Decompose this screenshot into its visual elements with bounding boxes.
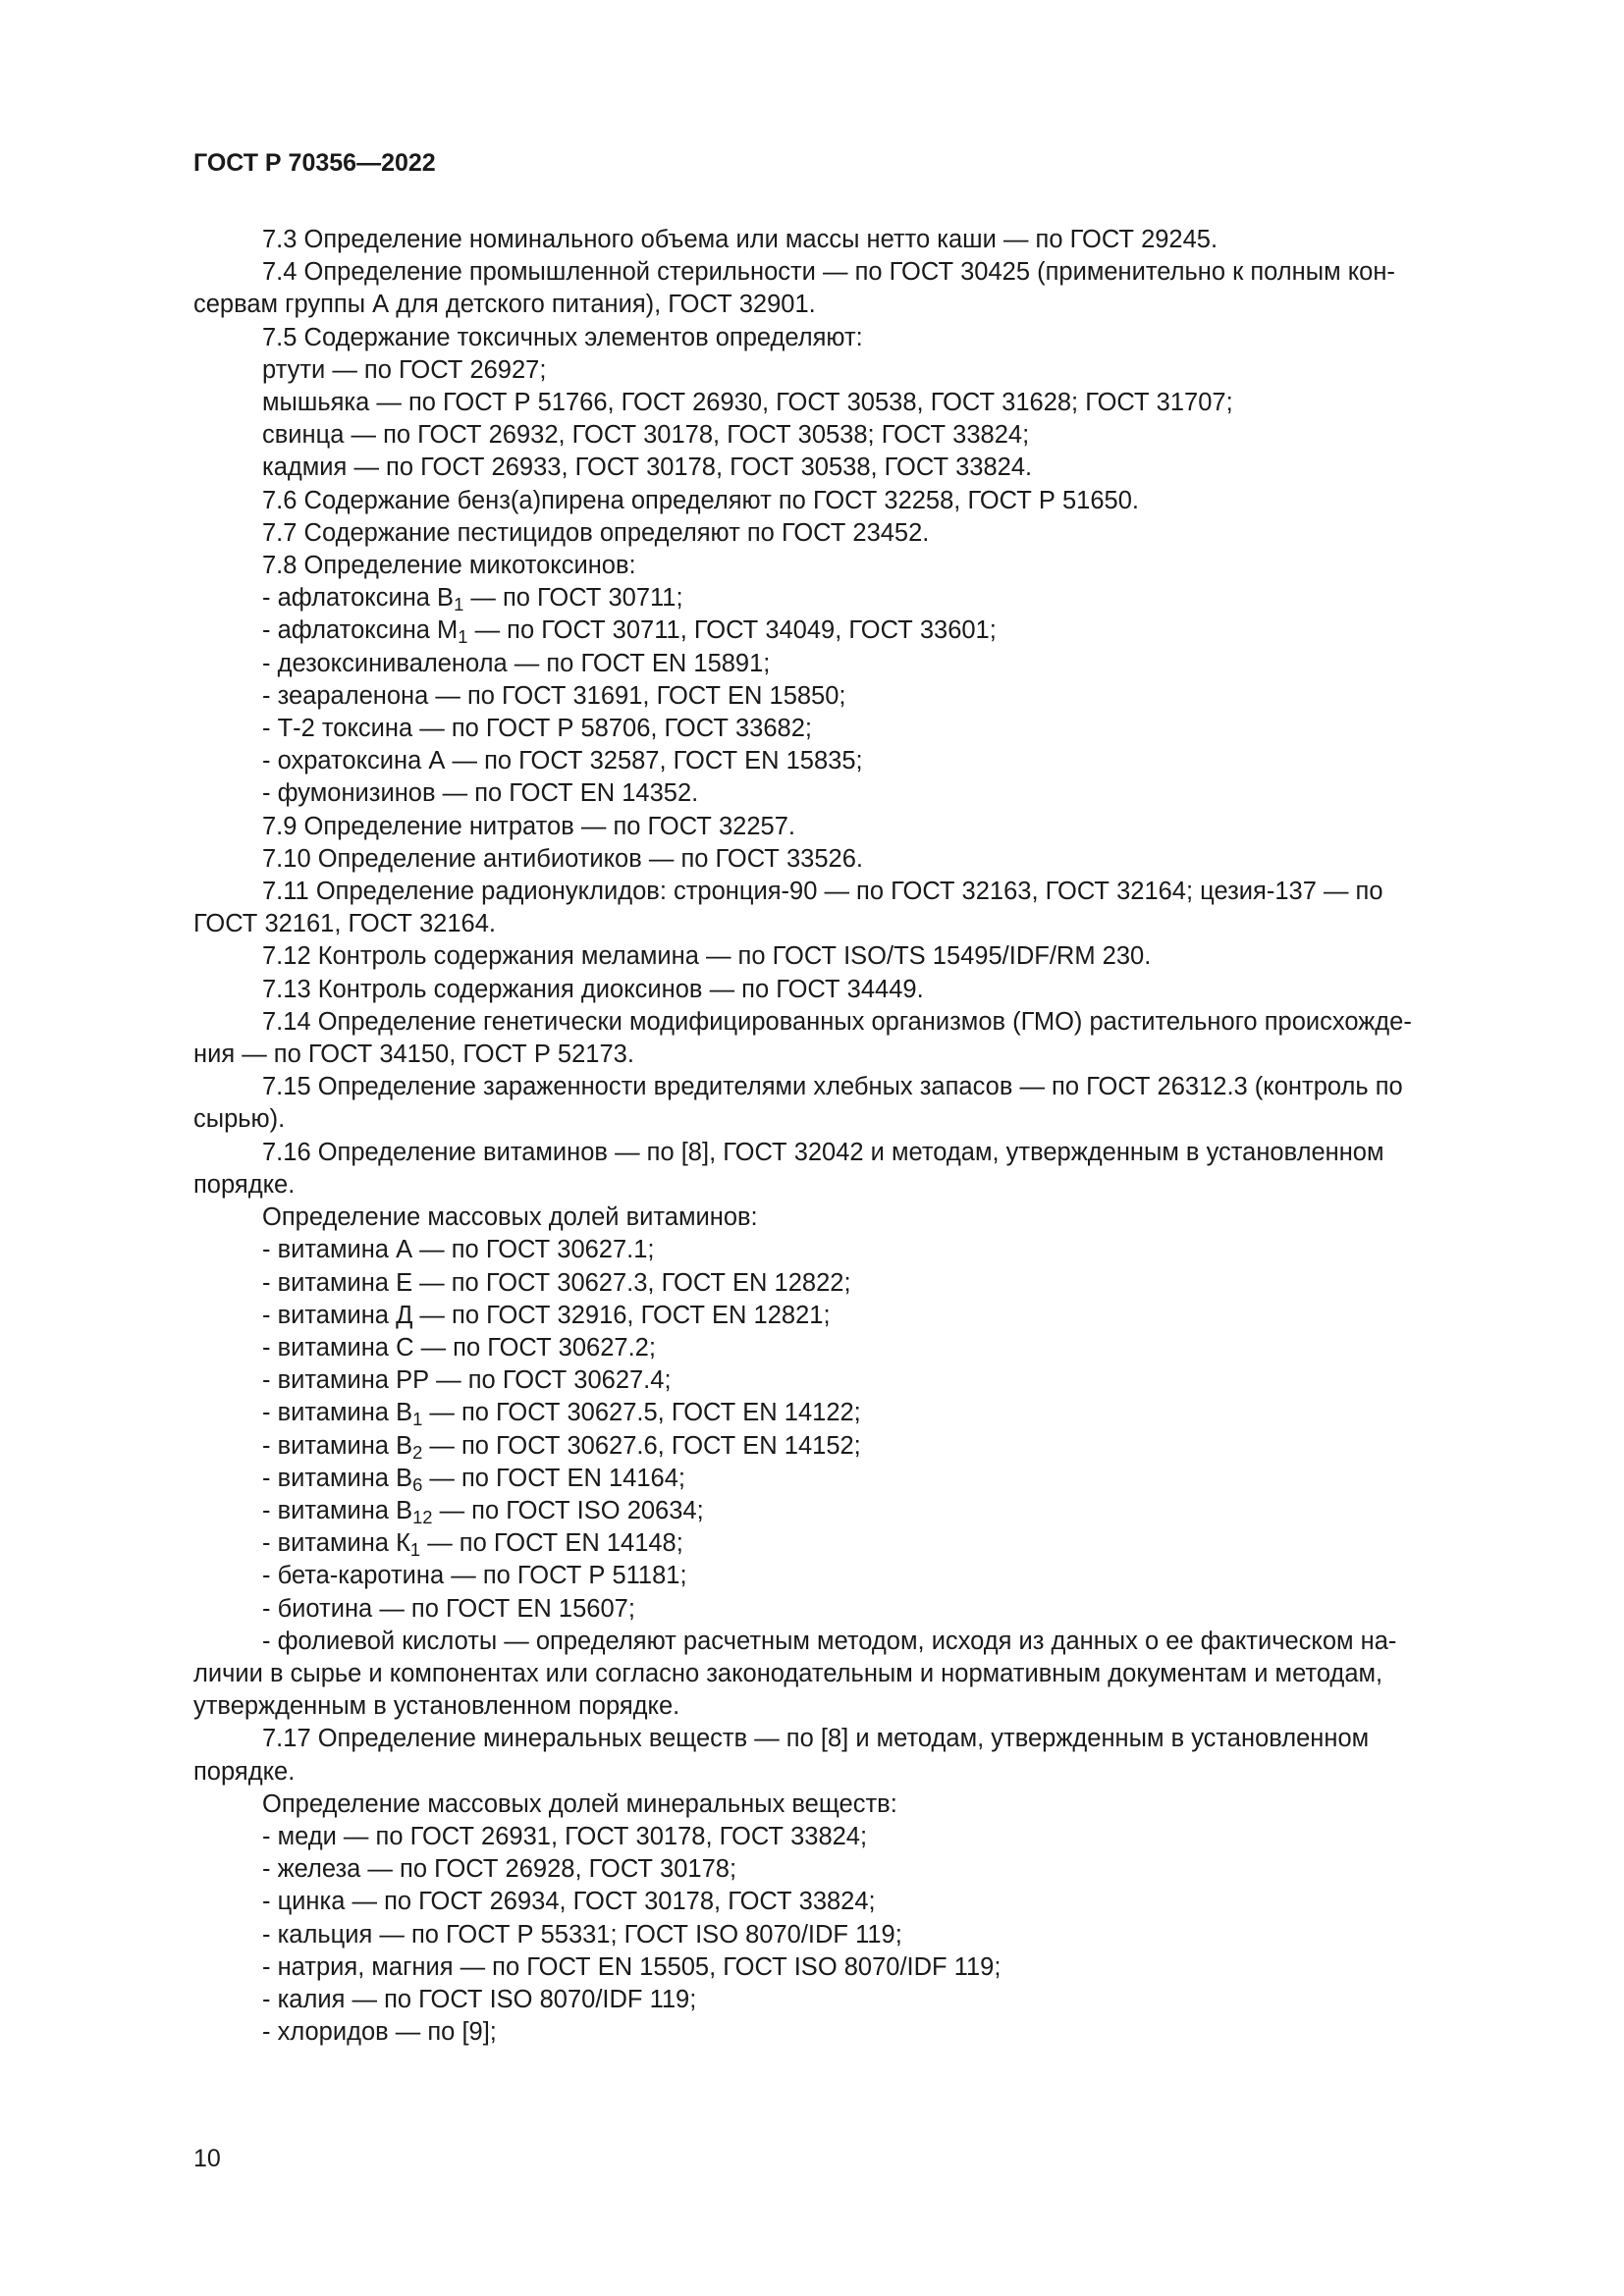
list-item: свинца — по ГОСТ 26932, ГОСТ 30178, ГОСТ 30538; ГОСТ 33824; [262, 421, 1030, 450]
list-intro: Определение массовых долей минеральных веществ: [262, 1789, 897, 1818]
list-item: - биотина — по ГОСТ EN 15607; [262, 1594, 635, 1623]
list-item: - витамина С — по ГОСТ 30627.2; [262, 1333, 656, 1362]
list-item-folic-cont: личии в сырье и компонентах или согласно законодательным и нормативным документам и методам, [193, 1659, 1383, 1687]
list-item: - хлоридов — по [9]; [262, 2018, 497, 2047]
clause-7-4-cont: сервам группы А для детского питания), ГОСТ 32901. [193, 291, 816, 319]
clause-7-17-cont: порядке. [193, 1757, 296, 1786]
list-item: - афлатоксина $М_1$ — по ГОСТ 30711, ГОСТ 34049, ГОСТ 33601; [262, 616, 997, 648]
list-item: - витамина $В_2$ — по ГОСТ 30627.6, ГОСТ EN 14152; [262, 1431, 861, 1463]
clause-7-11-cont: ГОСТ 32161, ГОСТ 32164. [193, 910, 496, 938]
clause-7-15-cont: сырью). [193, 1105, 286, 1134]
clause-7-11: 7.11 Определение радионуклидов: стронция-90 — по ГОСТ 32163, ГОСТ 32164; цезия-137 — по [262, 878, 1383, 906]
clause-7-5: 7.5 Содержание токсичных элементов определяют: [262, 323, 863, 351]
list-item: - фумонизинов — по ГОСТ EN 14352. [262, 779, 699, 808]
clause-7-3: 7.3 Определение номинального объема или массы нетто каши — по ГОСТ 29245. [262, 226, 1218, 253]
list-item: - охратоксина А — по ГОСТ 32587, ГОСТ EN 15835; [262, 747, 863, 775]
list-item: - кальция — по ГОСТ Р 55331; ГОСТ ISO 8070/IDF 119; [262, 1920, 902, 1949]
document-header: ГОСТ Р 70356—2022 [193, 149, 436, 177]
list-item: мышьяка — по ГОСТ Р 51766, ГОСТ 26930, ГОСТ 30538, ГОСТ 31628; ГОСТ 31707; [262, 389, 1233, 417]
list-item: - бета-каротина — по ГОСТ Р 51181; [262, 1562, 687, 1590]
list-item: - витамина $В_{12}$ — по ГОСТ ISO 20634; [262, 1496, 704, 1528]
list-item: - витамина Д — по ГОСТ 32916, ГОСТ EN 12821; [262, 1301, 831, 1329]
document-body [193, 224, 1514, 2049]
list-intro: Определение массовых долей витаминов: [262, 1203, 758, 1232]
list-item: - цинка — по ГОСТ 26934, ГОСТ 30178, ГОСТ 33824; [262, 1888, 876, 1916]
clause-7-10: 7.10 Определение антибиотиков — по ГОСТ 33526. [262, 844, 863, 873]
list-item: - зеараленона — по ГОСТ 31691, ГОСТ EN 15850; [262, 681, 846, 710]
list-item-folic-cont: утвержденным в установленном порядке. [193, 1692, 680, 1721]
list-item: - Т-2 токсина — по ГОСТ Р 58706, ГОСТ 33682; [262, 715, 812, 743]
list-item: кадмия — по ГОСТ 26933, ГОСТ 30178, ГОСТ 30538, ГОСТ 33824. [262, 454, 1033, 482]
list-item: - железа — по ГОСТ 26928, ГОСТ 30178; [262, 1855, 737, 1884]
clause-7-8: 7.8 Определение микотоксинов: [262, 552, 636, 580]
list-item: - витамина Е — по ГОСТ 30627.3, ГОСТ EN 12822; [262, 1268, 851, 1297]
clause-7-4: 7.4 Определение промышленной стерильности — по ГОСТ 30425 (применительно к полным кон- [262, 258, 1395, 287]
list-item: - витамина $В_1$ — по ГОСТ 30627.5, ГОСТ EN 14122; [262, 1399, 861, 1430]
clause-7-13: 7.13 Контроль содержания диоксинов — по ГОСТ 34449. [262, 975, 924, 1003]
clause-7-17: 7.17 Определение минеральных веществ — по [8] и методам, утвержденным в установленном [262, 1725, 1370, 1753]
list-item: - витамина А — по ГОСТ 30627.1; [262, 1236, 655, 1264]
clause-7-14-cont: ния — по ГОСТ 34150, ГОСТ Р 52173. [193, 1041, 634, 1069]
list-item: - дезоксиниваленола — по ГОСТ EN 15891; [262, 649, 771, 677]
list-item: ртути — по ГОСТ 26927; [262, 355, 547, 384]
clause-7-16: 7.16 Определение витаминов — по [8], ГОСТ 32042 и методам, утвержденным в установленном [262, 1138, 1384, 1166]
clause-7-7: 7.7 Содержание пестицидов определяют по ГОСТ 23452. [262, 518, 930, 547]
list-item: - афлатоксина $В_1$ — по ГОСТ 30711; [262, 584, 683, 615]
list-item: - меди — по ГОСТ 26931, ГОСТ 30178, ГОСТ 33824; [262, 1822, 868, 1850]
list-item: - витамина $В_6$ — по ГОСТ EN 14164; [262, 1464, 685, 1495]
list-item: - витамина РР — по ГОСТ 30627.4; [262, 1366, 672, 1395]
page-number: 10 [193, 2145, 221, 2172]
clause-7-12: 7.12 Контроль содержания меламина — по ГОСТ ISO/TS 15495/IDF/RM 230. [262, 942, 1152, 971]
clause-7-9: 7.9 Определение нитратов — по ГОСТ 32257. [262, 812, 795, 840]
list-item: - калия — по ГОСТ ISO 8070/IDF 119; [262, 1985, 697, 2013]
list-item: - натрия, магния — по ГОСТ EN 15505, ГОСТ ISO 8070/IDF 119; [262, 1952, 1001, 1981]
clause-7-6: 7.6 Содержание бенз(а)пирена определяют по ГОСТ 32258, ГОСТ Р 51650. [262, 486, 1139, 514]
clause-7-16-cont: порядке. [193, 1170, 296, 1199]
list-item: - витамина $К_1$ — по ГОСТ EN 14148; [262, 1529, 683, 1561]
clause-7-14: 7.14 Определение генетически модифицированных организмов (ГМО) растительного происхожде- [262, 1007, 1412, 1036]
clause-7-15: 7.15 Определение зараженности вредителями хлебных запасов — по ГОСТ 26312.3 (контроль по [262, 1073, 1403, 1101]
list-item-folic: - фолиевой кислоты — определяют расчетным методом, исходя из данных о ее фактическом на- [262, 1627, 1397, 1655]
